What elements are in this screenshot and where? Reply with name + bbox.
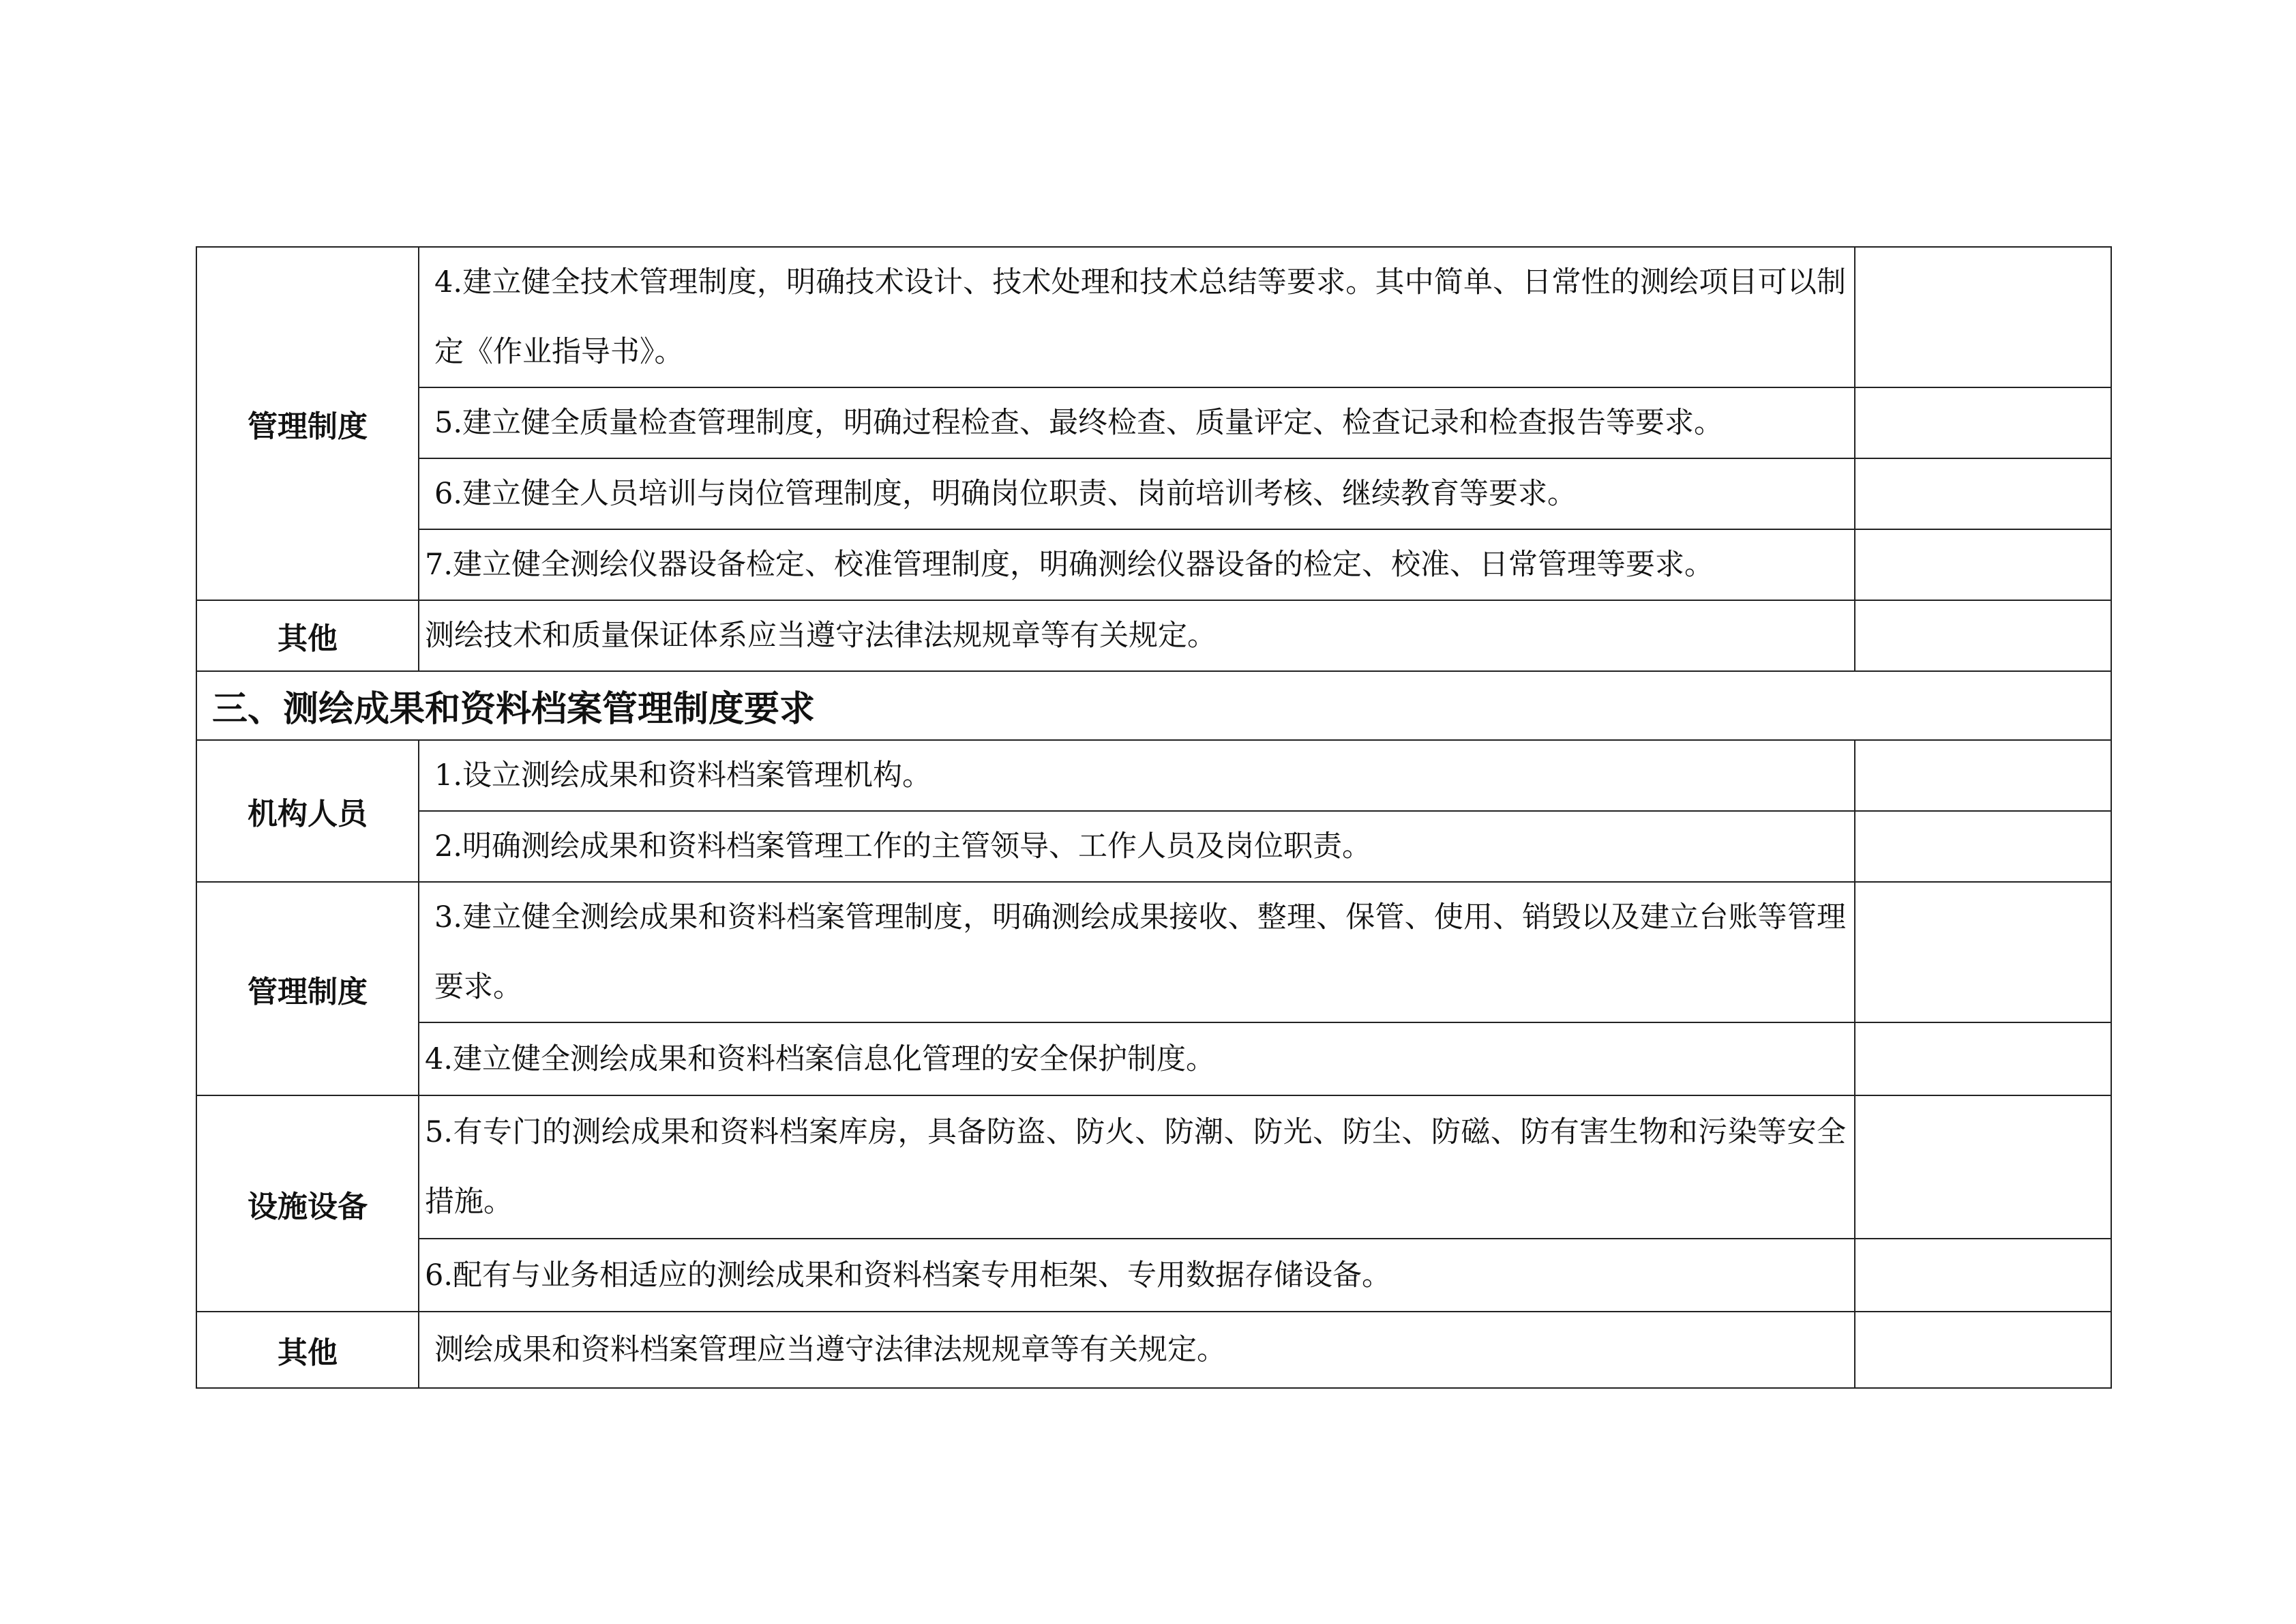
requirement-cell: 测绘技术和质量保证体系应当遵守法律法规规章等有关规定。 xyxy=(419,600,1855,671)
requirement-cell: 6.配有与业务相适应的测绘成果和资料档案专用柜架、专用数据存储设备。 xyxy=(419,1239,1855,1312)
category-cell: 管理制度 xyxy=(196,882,419,1095)
check-cell xyxy=(1855,600,2111,671)
requirements-table xyxy=(196,246,2112,1389)
requirement-cell: 3.建立健全测绘成果和资料档案管理制度，明确测绘成果接收、整理、保管、使用、销毁以及建立台账等管理要求。 xyxy=(419,882,1855,1022)
check-cell xyxy=(1855,247,2111,387)
table-row xyxy=(196,1095,2111,1239)
check-cell xyxy=(1855,1312,2111,1388)
requirement-cell: 7.建立健全测绘仪器设备检定、校准管理制度，明确测绘仪器设备的检定、校准、日常管理等要求。 xyxy=(419,529,1855,600)
table-row xyxy=(196,1239,2111,1312)
category-cell: 其他 xyxy=(196,600,419,671)
table-row xyxy=(196,600,2111,671)
table-row xyxy=(196,882,2111,1022)
check-cell xyxy=(1855,1095,2111,1239)
check-cell xyxy=(1855,387,2111,458)
table-row xyxy=(196,1312,2111,1388)
requirement-cell: 测绘成果和资料档案管理应当遵守法律法规规章等有关规定。 xyxy=(419,1312,1855,1388)
category-cell: 机构人员 xyxy=(196,740,419,882)
requirement-cell: 5.建立健全质量检查管理制度，明确过程检查、最终检查、质量评定、检查记录和检查报告等要求。 xyxy=(419,387,1855,458)
table-row xyxy=(196,247,2111,387)
check-cell xyxy=(1855,458,2111,529)
requirement-cell: 2.明确测绘成果和资料档案管理工作的主管领导、工作人员及岗位职责。 xyxy=(419,811,1855,882)
table-row xyxy=(196,387,2111,458)
check-cell xyxy=(1855,1022,2111,1095)
table-row xyxy=(196,740,2111,811)
category-cell: 其他 xyxy=(196,1312,419,1388)
category-cell: 设施设备 xyxy=(196,1095,419,1312)
requirement-cell: 6.建立健全人员培训与岗位管理制度，明确岗位职责、岗前培训考核、继续教育等要求。 xyxy=(419,458,1855,529)
requirement-cell: 4.建立健全技术管理制度，明确技术设计、技术处理和技术总结等要求。其中简单、日常性的测绘项目可以制定《作业指导书》。 xyxy=(419,247,1855,387)
section-heading: 三、测绘成果和资料档案管理制度要求 xyxy=(196,671,2111,740)
check-cell xyxy=(1855,1239,2111,1312)
requirement-cell: 1.设立测绘成果和资料档案管理机构。 xyxy=(419,740,1855,811)
check-cell xyxy=(1855,882,2111,1022)
check-cell xyxy=(1855,529,2111,600)
table-row xyxy=(196,1022,2111,1095)
table-row xyxy=(196,529,2111,600)
check-cell xyxy=(1855,811,2111,882)
check-cell xyxy=(1855,740,2111,811)
requirement-cell: 4.建立健全测绘成果和资料档案信息化管理的安全保护制度。 xyxy=(419,1022,1855,1095)
section-row xyxy=(196,671,2111,740)
requirement-cell: 5.有专门的测绘成果和资料档案库房，具备防盗、防火、防潮、防光、防尘、防磁、防有害生物和污染等安全措施。 xyxy=(419,1095,1855,1239)
table-row xyxy=(196,811,2111,882)
table-row xyxy=(196,458,2111,529)
category-cell: 管理制度 xyxy=(196,247,419,600)
